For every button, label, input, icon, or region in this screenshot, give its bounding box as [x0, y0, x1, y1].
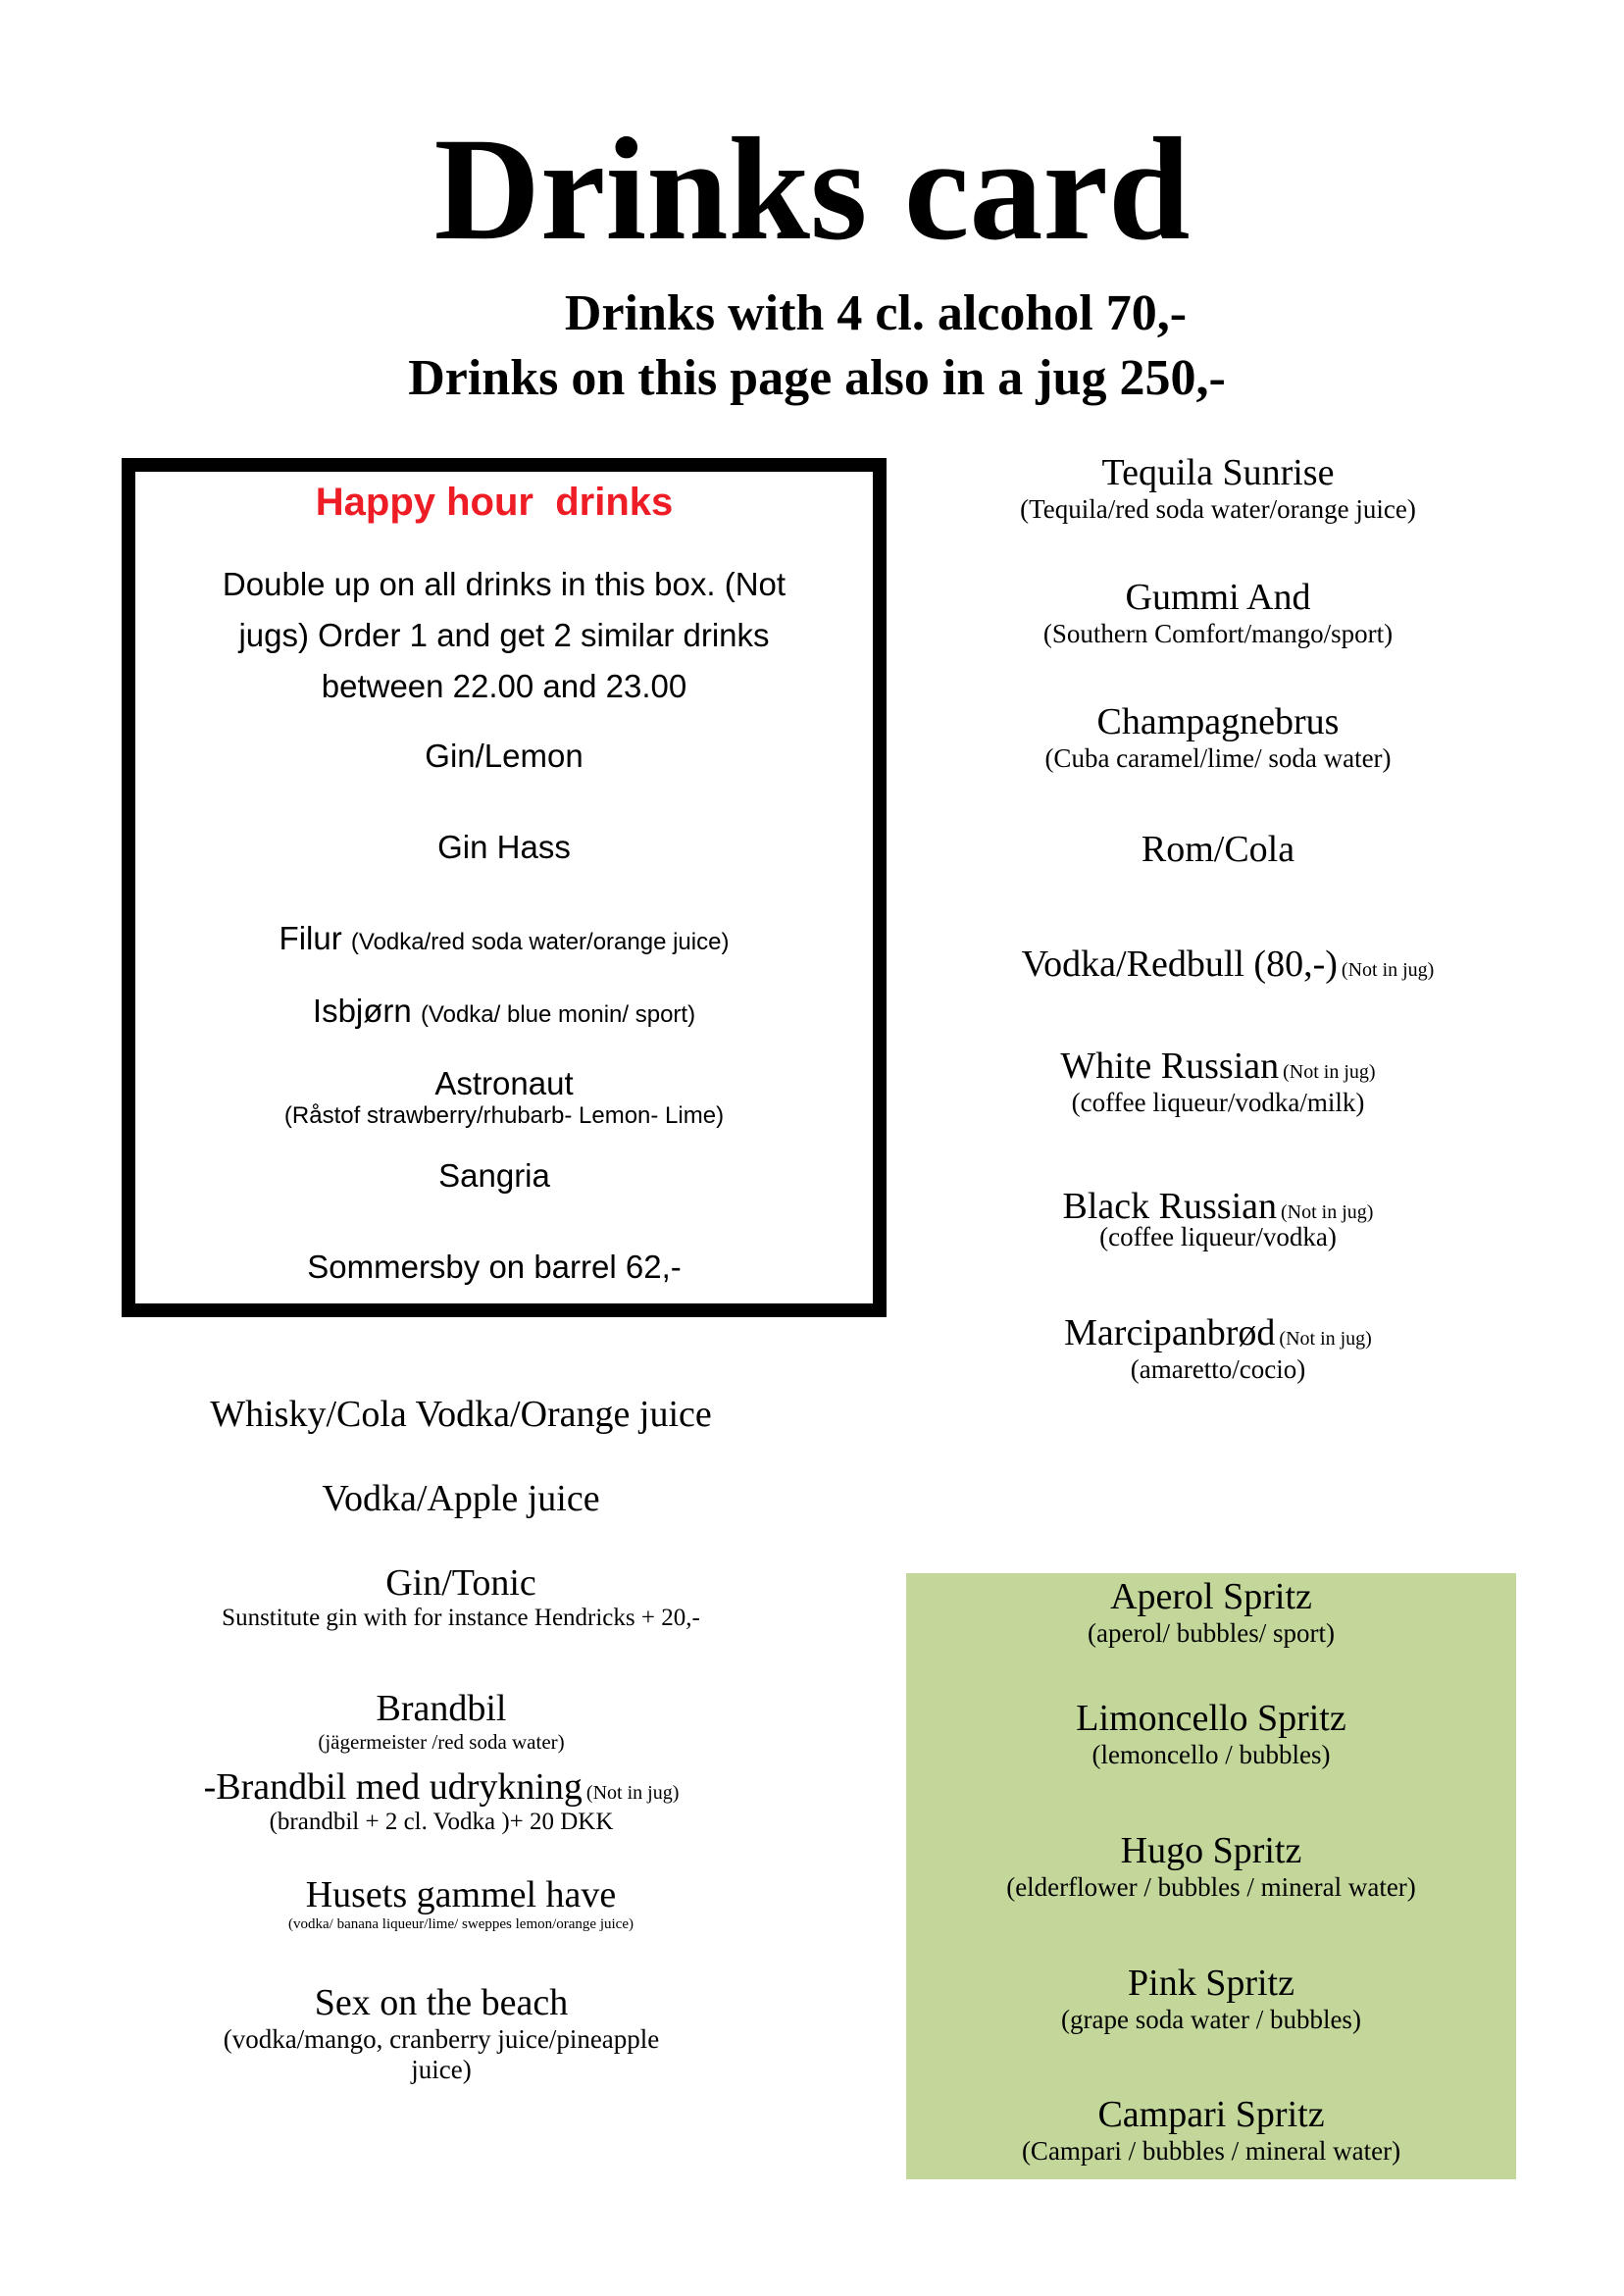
drink-ingredients: (lemoncello / bubbles) [1091, 1740, 1331, 1769]
drink-ingredients: (aperol/ bubbles/ sport) [1088, 1618, 1335, 1648]
not-in-jug-note: (Not in jug) [585, 1782, 680, 1804]
spritz-item [906, 1962, 1516, 2035]
drink-name: Sex on the beach [314, 1982, 569, 2023]
drink-ingredients: (coffee liqueur/vodka/milk) [1071, 1088, 1365, 1117]
page-title: Drinks card [433, 108, 1191, 271]
drink-item [147, 1873, 775, 1933]
drink-name: Vodka/Redbull (80,-) [1021, 944, 1338, 985]
not-in-jug-note: (Not in jug) [1279, 1328, 1372, 1350]
drink-item [943, 828, 1493, 871]
drink-ingredients: (amaretto/cocio) [1130, 1354, 1306, 1384]
drink-name: Sangria [438, 1157, 550, 1194]
drink-ingredients: (Vodka/ blue monin/ sport) [420, 1001, 696, 1028]
drink-ingredients: (brandbil + 2 cl. Vodka )+ 20 DKK [269, 1809, 614, 1835]
drink-name: Limoncello Spritz [1076, 1698, 1346, 1739]
drink-item [127, 1765, 755, 1836]
drink-name: Aperol Spritz [1110, 1576, 1312, 1617]
drink-item [127, 1687, 755, 1755]
drink-ingredients: (Cuba caramel/lime/ soda water) [1044, 743, 1392, 773]
drink-name: Brandbil [376, 1688, 507, 1729]
drink-name: Campari Spritz [1097, 2094, 1325, 2135]
drink-item [943, 943, 1512, 986]
drink-item [147, 1561, 775, 1632]
drink-item [943, 1311, 1493, 1385]
drink-ingredients: (jägermeister /red soda water) [318, 1730, 565, 1754]
spritz-item [906, 1697, 1516, 1770]
happy-hour-description [122, 559, 887, 712]
happy-hour-heading: Happy hour drinks [315, 481, 674, 524]
happy-hour-item [122, 920, 887, 957]
happy-hour-description-line: jugs) Order 1 and get 2 similar drinks [238, 617, 770, 653]
drink-name: Gummi And [1125, 577, 1311, 618]
drink-item [127, 1981, 755, 2085]
happy-hour-item [122, 1157, 867, 1195]
drink-name: Hugo Spritz [1120, 1830, 1302, 1871]
drink-item [943, 576, 1493, 649]
happy-hour-item [122, 829, 887, 866]
drink-name: Rom/Cola [1141, 829, 1295, 870]
drink-ingredients-continued: juice) [411, 2055, 472, 2084]
drink-item [147, 1477, 775, 1520]
spritz-item [906, 1575, 1516, 1649]
not-in-jug-note: (Not in jug) [1341, 959, 1435, 981]
drink-ingredients: (Vodka/red soda water/orange juice) [350, 929, 730, 955]
drink-name: Gin Hass [437, 829, 571, 865]
drink-name: Marcipanbrød [1064, 1312, 1276, 1353]
happy-hour-description-line: between 22.00 and 23.00 [321, 668, 687, 704]
happy-hour-item [122, 738, 887, 775]
happy-hour-item [122, 1065, 887, 1130]
drink-item [943, 1185, 1493, 1252]
drink-name: Tequila Sunrise [1101, 452, 1335, 493]
happy-hour-item [122, 1249, 867, 1286]
drink-item [943, 451, 1493, 525]
drink-ingredients: (grape soda water / bubbles) [1061, 2005, 1361, 2034]
drink-ingredients: Sunstitute gin with for instance Hendricks + 20,- [222, 1605, 700, 1631]
drink-item [147, 1393, 775, 1436]
drink-ingredients: (vodka/mango, cranberry juice/pineapple [223, 2024, 660, 2054]
price-line-drinks: Drinks with 4 cl. alcohol 70,- [564, 285, 1188, 341]
drink-name: Gin/Lemon [425, 738, 584, 774]
drink-ingredients: (elderflower / bubbles / mineral water) [1006, 1872, 1416, 1902]
drink-name: Filur [279, 920, 342, 956]
drink-item [943, 1045, 1493, 1118]
drink-ingredients: (Southern Comfort/mango/sport) [1042, 619, 1394, 648]
drink-ingredients: (Råstof strawberry/rhubarb- Lemon- Lime) [283, 1102, 725, 1129]
spritz-item [906, 1829, 1516, 1903]
drink-name: Champagnebrus [1096, 701, 1340, 742]
drink-item [943, 700, 1493, 774]
drink-name: Pink Spritz [1128, 1963, 1294, 2004]
spritz-item [906, 2093, 1516, 2167]
not-in-jug-note: (Not in jug) [1283, 1061, 1376, 1083]
drink-name: White Russian [1060, 1046, 1280, 1087]
drink-name: Whisky/Cola Vodka/Orange juice [210, 1394, 712, 1435]
drink-ingredients: (Tequila/red soda water/orange juice) [1020, 494, 1416, 524]
drink-ingredients: (coffee liqueur/vodka) [1099, 1222, 1337, 1251]
happy-hour-description-line: Double up on all drinks in this box. (Not [222, 566, 787, 602]
price-line-jug: Drinks on this page also in a jug 250,- [408, 350, 1226, 406]
drink-name: -Brandbil med udrykning [203, 1766, 583, 1808]
happy-hour-item [122, 993, 887, 1030]
drink-ingredients: (Campari / bubbles / mineral water) [1021, 2136, 1401, 2166]
drink-name: Sommersby on barrel 62,- [307, 1249, 682, 1285]
drink-name: Astronaut [434, 1065, 574, 1101]
drink-name: Gin/Tonic [385, 1562, 536, 1604]
drink-name: Husets gammel have [305, 1874, 617, 1915]
drink-ingredients: (vodka/ banana liqueur/lime/ sweppes lemon/orange juice) [288, 1916, 634, 1932]
not-in-jug-note: (Not in jug) [1281, 1201, 1374, 1223]
drink-name: Vodka/Apple juice [322, 1478, 600, 1519]
drink-name: Isbjørn [312, 993, 412, 1029]
drink-name: Black Russian [1062, 1186, 1278, 1227]
